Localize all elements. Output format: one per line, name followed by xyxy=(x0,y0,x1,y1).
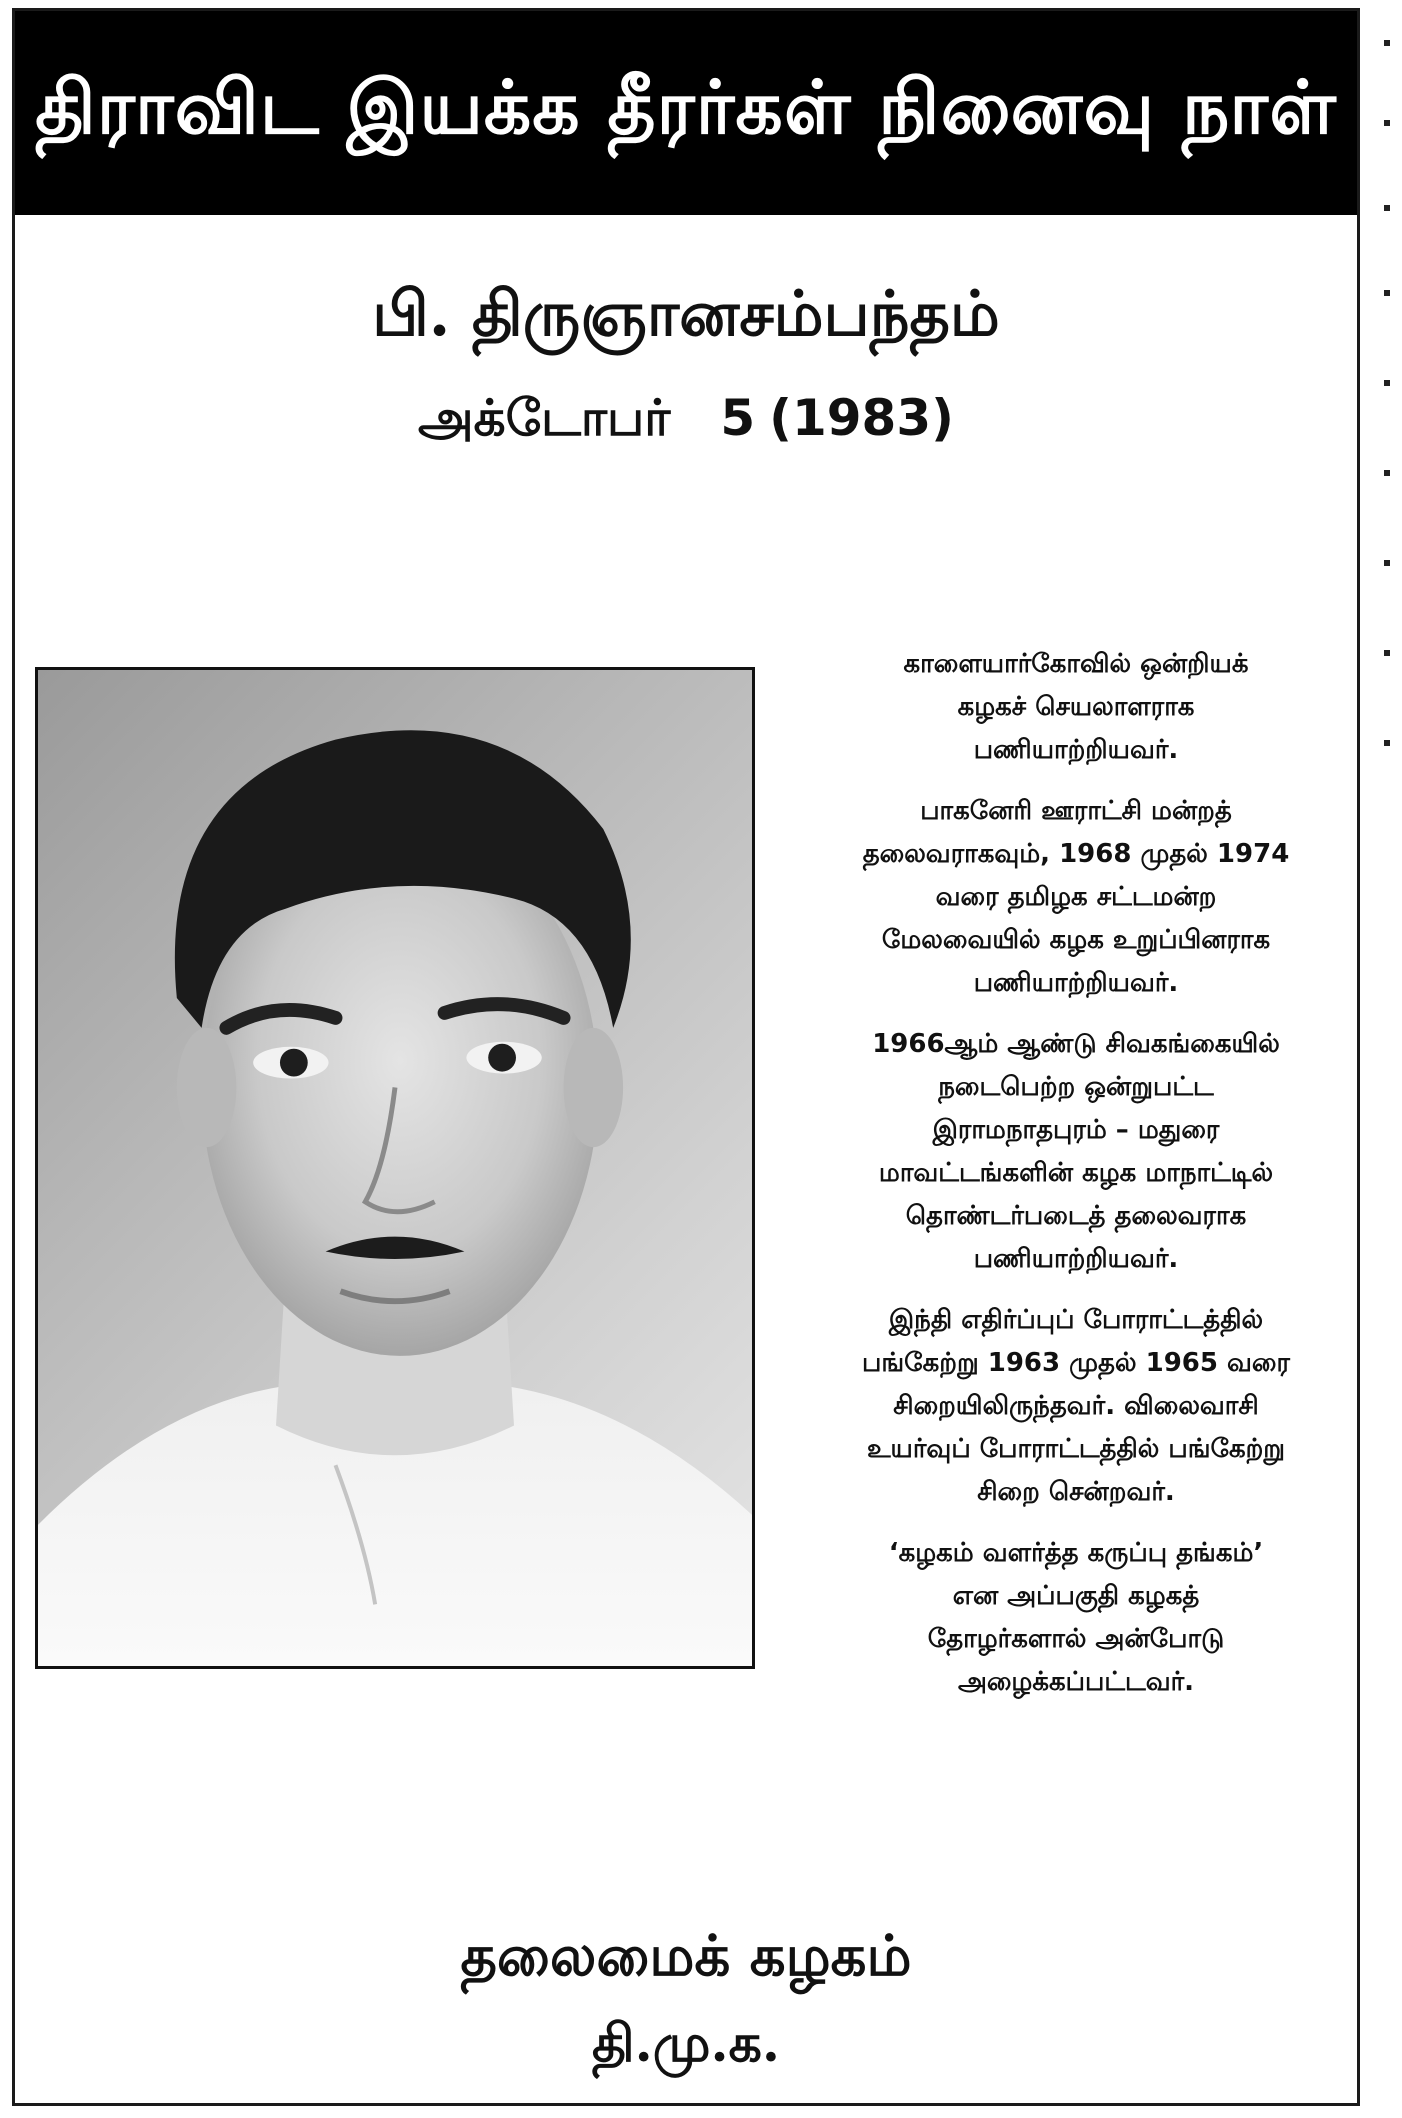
bio-line: தோழர்களால் அன்போடு xyxy=(927,1624,1225,1654)
bio-line: பணியாற்றியவர். xyxy=(973,735,1179,765)
footer-organization: தலைமைக் கழகம் xyxy=(460,1923,912,1989)
person-name: பி. திருஞானசம்பந்தம் xyxy=(372,277,1000,350)
bio-line: உயர்வுப் போராட்டத்தில் பங்கேற்று xyxy=(866,1434,1286,1464)
bio-line: பங்கேற்று 1963 முதல் 1965 வரை xyxy=(862,1348,1290,1378)
bio-line: பணியாற்றியவர். xyxy=(973,1244,1179,1274)
cropped-edge-strip xyxy=(1368,0,1402,2118)
portrait-figure xyxy=(38,670,752,1666)
bio-paragraph xyxy=(781,643,1371,772)
memorial-date xyxy=(15,389,1357,454)
bio-line: 1966ஆம் ஆண்டு சிவகங்கையில் xyxy=(872,1029,1280,1059)
bio-line: பணியாற்றியவர். xyxy=(973,968,1179,998)
biography-text xyxy=(781,643,1371,1722)
edge-mark xyxy=(1384,205,1390,211)
bio-line: காளையார்கோவில் ஒன்றியக் xyxy=(903,649,1249,679)
date-year: (1983) xyxy=(769,389,954,447)
bio-line: மாவட்டங்களின் கழக மாநாட்டில் xyxy=(878,1158,1274,1188)
edge-mark xyxy=(1384,120,1390,126)
header-banner xyxy=(15,11,1357,215)
portrait-photo xyxy=(35,667,755,1669)
edge-mark xyxy=(1384,470,1390,476)
edge-mark xyxy=(1384,650,1390,656)
bio-line: பாகனேரி ஊராட்சி மன்றத் xyxy=(920,796,1232,826)
bio-line: நடைபெற்ற ஒன்றுபட்ட xyxy=(938,1072,1214,1102)
edge-mark xyxy=(1384,290,1390,296)
bio-line: தலைவராகவும், 1968 முதல் 1974 xyxy=(862,839,1290,869)
footer-party: தி.மு.க. xyxy=(592,2013,780,2074)
date-month: அக்டோபர் xyxy=(418,389,671,447)
bio-paragraph xyxy=(781,1299,1371,1514)
date-day: 5 xyxy=(720,389,756,447)
bio-line: சிறையிலிருந்தவர். விலைவாசி xyxy=(893,1391,1259,1421)
bio-line: இந்தி எதிர்ப்புப் போராட்டத்தில் xyxy=(888,1305,1264,1335)
edge-mark xyxy=(1384,380,1390,386)
bio-paragraph xyxy=(781,790,1371,1005)
bio-line: வரை தமிழக சட்டமன்ற xyxy=(935,882,1217,912)
bio-line: மேலவையில் கழக உறுப்பினராக xyxy=(881,925,1271,955)
bio-line: என அப்பகுதி கழகத் xyxy=(952,1581,1200,1611)
edge-mark xyxy=(1384,740,1390,746)
bio-line: கழகச் செயலாளராக xyxy=(957,692,1195,722)
bio-line: ‘கழகம் வளர்த்த கருப்பு தங்கம்’ xyxy=(888,1538,1264,1568)
bio-paragraph xyxy=(781,1023,1371,1281)
edge-mark xyxy=(1384,40,1390,46)
bio-line: சிறை சென்றவர். xyxy=(977,1477,1175,1507)
bio-line: அழைக்கப்பட்டவர். xyxy=(957,1667,1195,1697)
bio-line: தொண்டர்படைத் தலைவராக xyxy=(905,1201,1247,1231)
bio-line: இராமநாதபுரம் – மதுரை xyxy=(932,1115,1220,1145)
edge-mark xyxy=(1384,560,1390,566)
bio-paragraph xyxy=(781,1532,1371,1704)
memorial-card xyxy=(12,8,1360,2106)
banner-title: திராவிட இயக்க தீரர்கள் நினைவு நாள் xyxy=(35,65,1337,151)
